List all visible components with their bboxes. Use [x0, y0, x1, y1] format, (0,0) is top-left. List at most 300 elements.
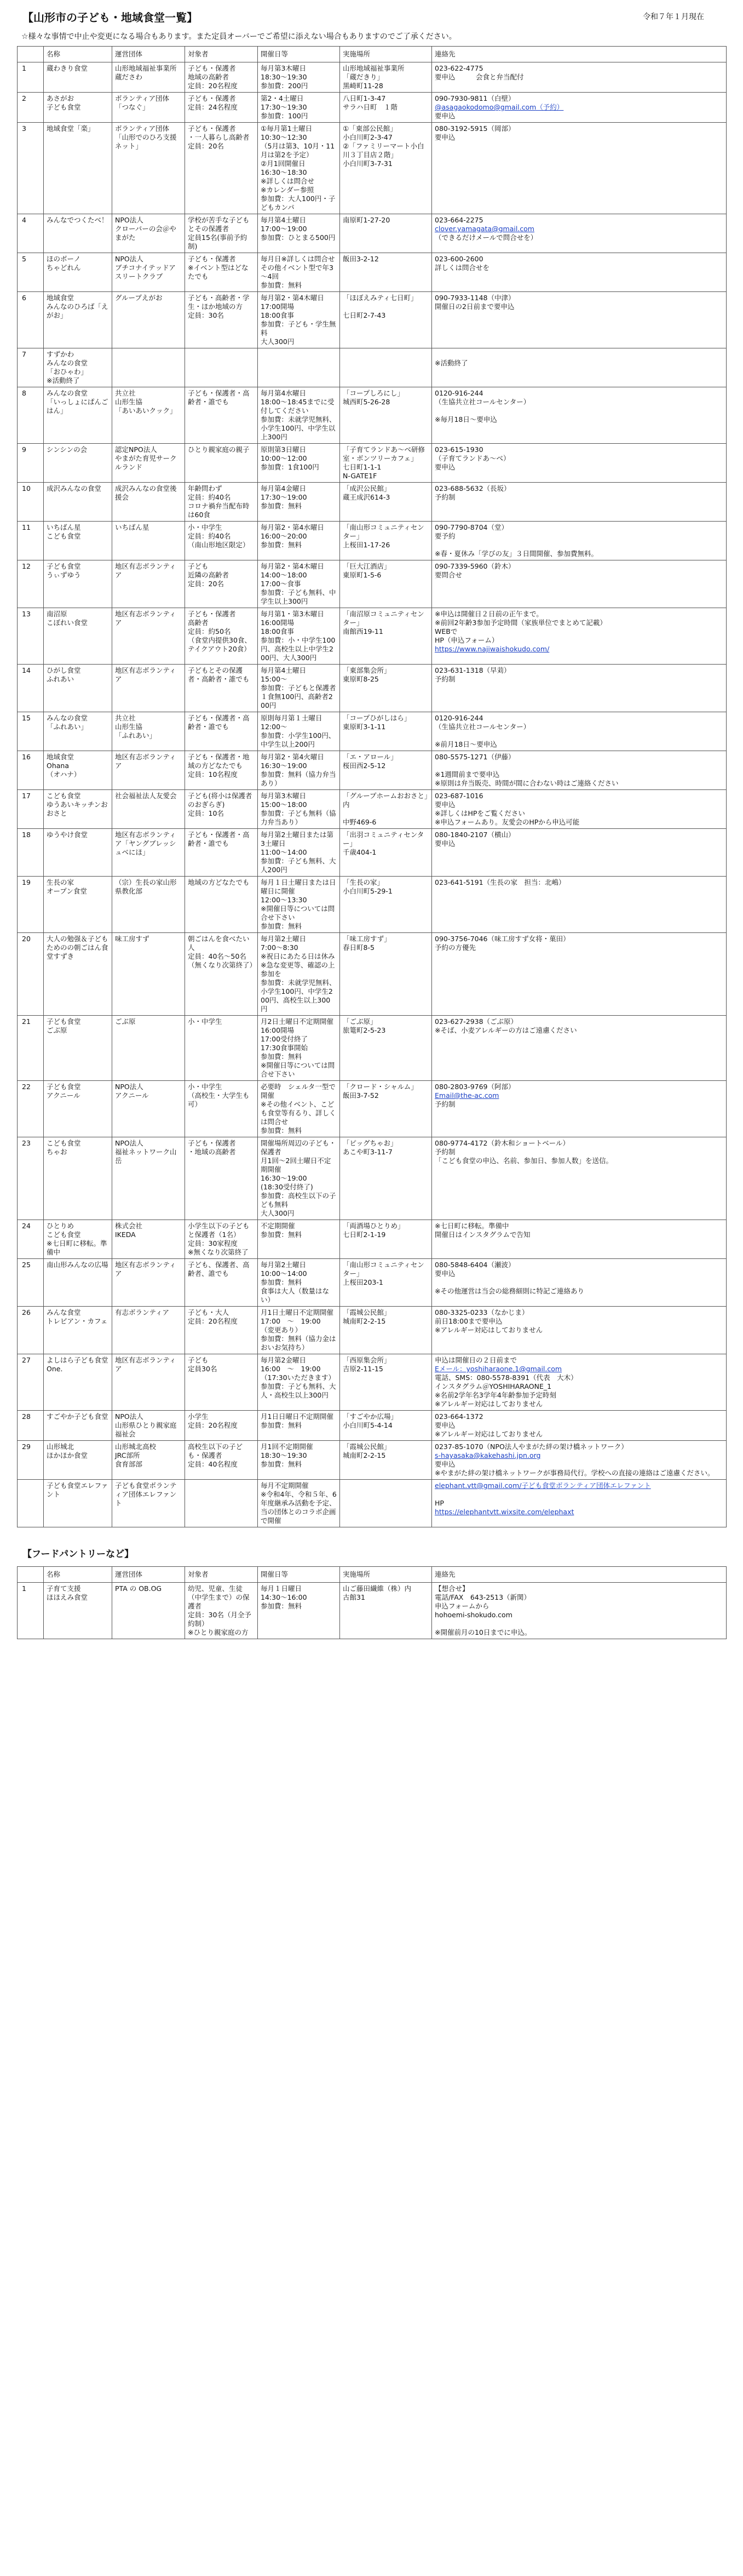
cell-line: 子ども食堂ボランティア団体エレファント	[115, 1481, 177, 1507]
cell-line: 上桜田1-17-26	[343, 541, 390, 549]
cell-line: 大人300円	[261, 337, 295, 346]
row-number: 22	[18, 1081, 44, 1137]
cell-line: 定員：10名程度	[188, 770, 238, 778]
cell-line: 有志ボランティア	[115, 1308, 170, 1316]
cell-line: 予約制	[435, 1148, 456, 1156]
header-location: 実施場所	[340, 1567, 432, 1583]
cell-line: ※毎月18日～要申込	[435, 415, 497, 423]
cell-line: ※活動終了	[435, 359, 468, 367]
cell-line: 「子育てランドあ～べ研修室・ボンツリーカフェ」	[343, 445, 425, 462]
table-row	[18, 1441, 727, 1480]
cell-line: 参加費：100円	[261, 112, 308, 120]
cell-line: こども食堂	[47, 1230, 81, 1239]
cell-line: 「霞城公民館」	[343, 1308, 391, 1316]
cell-line: 毎月第4土曜日	[261, 216, 306, 224]
cell-schedule	[258, 1220, 340, 1259]
cell-line: 「西原集会所」	[343, 1356, 391, 1364]
cell-target	[185, 1583, 258, 1639]
cell-line: 小白川町3-7-31	[343, 159, 393, 168]
cell-line: うぃずゆう	[47, 571, 81, 579]
cell-schedule	[258, 348, 340, 387]
table-row	[18, 877, 727, 933]
cell-name	[44, 348, 112, 387]
cell-line	[343, 809, 429, 818]
cell-line: 子ども・保護者	[188, 1139, 236, 1147]
cell-line: ※前月18日～要申込	[435, 740, 497, 748]
cell-contact	[432, 1411, 727, 1441]
cell-name	[44, 1307, 112, 1354]
row-number: 16	[18, 751, 44, 790]
cell-place	[340, 1137, 432, 1220]
cell-contact	[432, 790, 727, 829]
cell-line: 毎月第2土曜日または第3土曜日	[261, 831, 333, 848]
cell-line: 月1日土曜日不定期開催	[261, 1308, 333, 1316]
cell-contact	[432, 1583, 727, 1639]
cell-line: 要申込	[435, 112, 456, 120]
cell-line: 16:30～19:00	[261, 762, 307, 770]
cell-name	[44, 1583, 112, 1639]
cell-org	[112, 253, 185, 292]
cell-contact	[432, 348, 727, 387]
cell-line: 子ども、保護者、高齢者、誰でも	[188, 1261, 250, 1278]
cell-line: こぼれい食堂	[47, 619, 88, 627]
cell-line: 定員：20名程度	[188, 82, 238, 90]
cell-line: 毎月第2金曜日	[261, 1356, 306, 1364]
cell-line: 17:00 ～ 19:00	[261, 1317, 321, 1325]
cell-line: いちばん星	[115, 523, 149, 531]
cell-org	[112, 933, 185, 1016]
cell-org	[112, 123, 185, 214]
cell-schedule	[258, 712, 340, 751]
cell-line: ※七日町に移転。準備中	[47, 1239, 107, 1256]
header-location: 実施場所	[340, 47, 432, 62]
cell-line: インスタグラム＠YOSHIHARAONE_1	[435, 1382, 552, 1390]
cell-line	[435, 407, 723, 415]
cell-target	[185, 253, 258, 292]
cell-line: 定員：40名～50名（無くなり次第終了）	[188, 952, 257, 969]
cell-name	[44, 1081, 112, 1137]
cell-schedule	[258, 292, 340, 348]
cell-line: 地域食堂	[47, 294, 74, 302]
table-row	[18, 214, 727, 253]
cell-line: （子育てランドあ～べ）	[435, 454, 510, 462]
cell-line: 山形城北	[47, 1442, 74, 1451]
cell-schedule	[258, 560, 340, 608]
cell-line: 0120-916-244	[435, 714, 483, 722]
cell-target	[185, 933, 258, 1016]
cell-line: 子ども・大人	[188, 1308, 229, 1316]
table-row	[18, 1354, 727, 1411]
cell-line: 「ふれあい」	[47, 723, 88, 731]
cell-line: 023-687-1016	[435, 792, 483, 800]
cell-line: オープン食堂	[47, 887, 87, 895]
cell-line: やまがた育児サークルランド	[115, 454, 177, 471]
row-number: 2	[18, 93, 44, 123]
cell-target	[185, 348, 258, 387]
table-row	[18, 253, 727, 292]
cell-line: 南沼原	[47, 610, 67, 618]
cell-line: 予約制	[435, 675, 456, 683]
cell-schedule	[258, 1583, 340, 1639]
cell-contact	[432, 62, 727, 93]
cell-target	[185, 877, 258, 933]
row-number: 26	[18, 1307, 44, 1354]
cell-line: みんな食堂	[47, 1308, 81, 1316]
contact-link[interactable]: s-hayasaka@kakehashi.jpn.org	[435, 1451, 541, 1459]
cell-name	[44, 444, 112, 483]
cell-name	[44, 214, 112, 253]
cell-line: 0237-85-1070（NPO法人やまがた絆の架け橋ネットワーク）	[435, 1442, 628, 1451]
table-row	[18, 665, 727, 712]
cell-line: 地区有志ボランティア	[115, 666, 176, 683]
pantry-section-title: 【フードパントリーなど】	[22, 1549, 134, 1560]
cell-contact	[432, 1354, 727, 1411]
cell-org	[112, 829, 185, 877]
cell-line: 定員：30家程度	[188, 1239, 238, 1247]
cell-org	[112, 1583, 185, 1639]
cell-line: 参加費：無料	[261, 1460, 302, 1468]
cell-line: 飯田3-7-52	[343, 1091, 379, 1100]
cell-line: ひとり親家庭の親子	[188, 445, 250, 454]
cell-line: PTA の OB.OG	[115, 1584, 162, 1593]
cell-line: 16:30～18:30	[261, 168, 307, 176]
cell-line: 子ども・保護者	[188, 124, 236, 133]
cell-line: 参加費：子ども無料、大人200円	[261, 857, 336, 874]
cell-line: 090-7790-8704（堂）	[435, 523, 509, 531]
cell-line	[188, 1481, 255, 1490]
cell-name	[44, 1259, 112, 1307]
cell-schedule	[258, 1441, 340, 1480]
cell-line	[188, 350, 255, 359]
cell-line: 090-7339-5960（鈴木）	[435, 562, 515, 570]
cell-line: 要申込	[435, 800, 456, 809]
cell-line: 定員：約40名	[188, 493, 231, 501]
cell-target	[185, 1137, 258, 1220]
cell-line: 子ども食堂	[47, 1083, 81, 1091]
row-number: 18	[18, 829, 44, 877]
cell-line: 参加費：高校生以下の子ども無料	[261, 1192, 336, 1209]
cell-line: 地域の方どなたでも	[188, 878, 250, 886]
cell-line: 毎月第3木曜日	[261, 792, 306, 800]
cell-line: 七日町2-7-43	[343, 311, 386, 319]
row-number: 7	[18, 348, 44, 387]
table-row	[18, 933, 727, 1016]
cell-name	[44, 292, 112, 348]
cell-line: 「つなぐ」	[115, 103, 149, 111]
cell-line: ごぶ原	[47, 1026, 67, 1034]
cell-contact	[432, 1307, 727, 1354]
cell-line: シンシンの会	[47, 445, 88, 454]
cell-line: すごやか子ども食堂	[47, 1412, 108, 1421]
cell-place	[340, 877, 432, 933]
cell-line: ごぶ原	[115, 1017, 136, 1026]
cell-line: 東原町1-5-6	[343, 571, 382, 579]
cell-line: 小白川町5-4-14	[343, 1421, 393, 1429]
cell-line: 「クロード・シャルム」	[343, 1083, 418, 1091]
cell-line: 共立社	[115, 389, 136, 397]
cell-target	[185, 829, 258, 877]
cell-line: 要申込	[435, 1460, 456, 1468]
cell-line: ※令和4年、令和５年、6年度継承み活動を予定、当の団体とのコラボ企画で開催	[261, 1490, 337, 1525]
document-title: 【山形市の子ども・地域食堂一覧】	[22, 11, 198, 24]
cell-contact	[432, 1137, 727, 1220]
cafeteria-table-body	[18, 62, 727, 1527]
cell-line: ゆうやけ食堂	[47, 831, 88, 839]
header-contact: 連絡先	[432, 1567, 727, 1583]
cell-schedule	[258, 1259, 340, 1307]
cell-line: 山形城北高校	[115, 1442, 157, 1451]
cell-org	[112, 348, 185, 387]
cell-name	[44, 253, 112, 292]
cell-line: HP（申込フォーム）	[435, 636, 499, 644]
cell-line: 城南町2-2-15	[343, 1451, 386, 1459]
cell-line: 申込は開催日の２日前まで	[435, 1356, 517, 1364]
cell-line: 年齢問わず	[188, 484, 222, 493]
cell-line: 080-5848-6404（瀬波）	[435, 1261, 515, 1269]
cell-place	[340, 665, 432, 712]
cell-org	[112, 751, 185, 790]
cell-line: 子ども・保護者	[188, 255, 236, 263]
cell-line: 16:00開場	[261, 1026, 295, 1034]
cell-place	[340, 712, 432, 751]
cell-org	[112, 1307, 185, 1354]
cell-line: 「いっしょにぱんごはん」	[47, 398, 108, 415]
contact-link[interactable]: Eメール：yoshiharaone.1@gmail.com	[435, 1365, 562, 1373]
cell-line: ※アレルギー対応はしておりません	[435, 1430, 543, 1438]
table-row	[18, 829, 727, 877]
cell-line: 桜田西2-5-12	[343, 762, 386, 770]
contact-link[interactable]: elephant.vtt@gmail.com/子ども食堂ボランティア団体エレファント	[435, 1481, 651, 1490]
cell-line: NPO法人	[115, 255, 143, 263]
cell-target	[185, 292, 258, 348]
contact-link[interactable]: https://elephantvtt.wixsite.com/elephaxt	[435, 1508, 574, 1516]
cell-line: NPO法人	[115, 1139, 143, 1147]
cell-line: 定員：20名	[188, 142, 224, 150]
cell-line: 参加費：無料	[261, 1052, 302, 1061]
cell-place	[340, 522, 432, 560]
cell-line: 17:00受付終了	[261, 1035, 308, 1043]
cell-contact	[432, 292, 727, 348]
cell-line: ①毎月第1土曜日	[261, 124, 313, 133]
cell-line: あこや町3-11-7	[343, 1148, 393, 1156]
cell-line: 小・中学生	[188, 1017, 222, 1026]
cell-line: 023-627-2938（ごぶ原）	[435, 1017, 518, 1026]
header-organization: 運営団体	[112, 1567, 185, 1583]
cell-line: 7:00～8:30	[261, 943, 298, 952]
cell-target	[185, 387, 258, 444]
contact-link[interactable]: https://www.najiwaishokudo.com/	[435, 645, 550, 653]
row-number: 10	[18, 483, 44, 522]
row-number: 15	[18, 712, 44, 751]
row-number: 4	[18, 214, 44, 253]
cell-line: 地区有志ボランティア	[115, 610, 176, 627]
table-header-row	[18, 47, 727, 62]
cell-org	[112, 1354, 185, 1411]
cell-contact	[432, 560, 727, 608]
cell-line: 毎月第2土曜日	[261, 935, 306, 943]
cell-line: 高齢者	[188, 619, 209, 627]
cell-line: 定員：20名程度	[188, 1421, 238, 1429]
row-number: 1	[18, 62, 44, 93]
cell-line: 080-2803-9769（阿部）	[435, 1083, 515, 1091]
cell-line: 「こども食堂の申込、名前、参加日、参加人数」を送信。	[435, 1157, 613, 1165]
cell-line: 16:30～19:00	[261, 1174, 307, 1182]
cell-name	[44, 93, 112, 123]
cell-org	[112, 665, 185, 712]
cell-line: Ohana	[47, 762, 70, 770]
cell-line: 旅篭町2-5-23	[343, 1026, 386, 1034]
cell-line: 小・中学生	[188, 523, 222, 531]
cell-line: いちばん星	[47, 523, 81, 531]
cell-line: ・地域の高齢者	[188, 1148, 236, 1156]
cell-line: 参加費：未就学児無料、小学生100円、中学生以上300円	[261, 415, 336, 441]
cell-contact	[432, 93, 727, 123]
cell-line: 16:00開場	[261, 619, 295, 627]
cell-contact	[432, 387, 727, 444]
cell-line: コロナ禍弁当配布時は60食	[188, 502, 250, 519]
cell-line: 毎月第1・第3木曜日	[261, 610, 324, 618]
cell-line: あさがお	[47, 94, 74, 102]
cell-line: 参加費：子ども無料、大人・高校生以上300円	[261, 1382, 336, 1399]
cell-place	[340, 93, 432, 123]
cell-line: 原則第3日曜日	[261, 445, 306, 454]
cell-line: 「ピッグちゃお」	[343, 1139, 398, 1147]
cell-org	[112, 292, 185, 348]
cell-line: 要問合せ	[435, 571, 463, 579]
cell-schedule	[258, 790, 340, 829]
cell-line: 月1回不定期開催	[261, 1442, 313, 1451]
cell-line: 予約制	[435, 493, 456, 501]
cell-line: 「南山形コミュニティセンター」	[343, 1261, 424, 1278]
cell-line: 090-7930-9811（白壁）	[435, 94, 515, 102]
cell-line: ※そば、小麦アレルギーの方はご遠慮ください	[435, 1026, 577, 1034]
cell-line: 18:00食事	[261, 627, 295, 636]
contact-link[interactable]: clover.yamagata@gmail.com	[435, 225, 534, 233]
cell-line: 東原町3-1-11	[343, 723, 386, 731]
cell-line: ※アレルギー対応はしておりません	[435, 1400, 543, 1408]
cell-line: 定員：20名	[188, 580, 224, 588]
row-number: 29	[18, 1441, 44, 1480]
table-row	[18, 93, 727, 123]
contact-link[interactable]: @asagaokodomo@gmail.com（予約）	[435, 103, 564, 111]
cell-contact	[432, 1259, 727, 1307]
cell-line: 南山形みんなの広場	[47, 1261, 108, 1269]
cell-line	[343, 350, 429, 359]
cell-line: 参加費：無料（協力金はおいお気持ち）	[261, 1335, 336, 1352]
row-number: 21	[18, 1016, 44, 1081]
cell-line: IKEDA	[115, 1230, 136, 1239]
table-row	[18, 348, 727, 387]
table-row	[18, 292, 727, 348]
cell-line: （変更あり）	[261, 1326, 302, 1334]
cell-line: hohoemi-shokudo.com	[435, 1611, 512, 1619]
cell-contact	[432, 877, 727, 933]
cell-line: ※開催日等については問合せ下さい	[261, 1061, 335, 1078]
cell-line: 参加費：子どもと保護者１食無100円、高齢者200円	[261, 684, 336, 709]
cell-line: 毎月第2土曜日	[261, 1261, 306, 1269]
cell-line: こども食堂	[47, 792, 81, 800]
cell-line: 東原町8-25	[343, 675, 379, 683]
cell-line: （高校生・大学生も可）	[188, 1091, 250, 1108]
cell-line: ※イベント型はどなたでも	[188, 264, 249, 281]
cell-line: 子ども・保護者	[188, 64, 236, 72]
cell-line: ※前回2年齢3参加予定時間（家族単位でまとめて記載）	[435, 619, 607, 627]
cell-name	[44, 665, 112, 712]
cell-line: （南山形地区限定）	[188, 541, 250, 549]
table-row	[18, 712, 727, 751]
row-number: 25	[18, 1259, 44, 1307]
cell-line: 味工房すず	[115, 935, 149, 943]
cell-line: （生協共立社コールセンター）	[435, 398, 531, 406]
cell-line: 子育て支援	[47, 1584, 81, 1593]
cell-line: 「すごやか広場」	[343, 1412, 398, 1421]
cell-line: 「東部集会所」	[343, 666, 391, 674]
cell-name	[44, 1016, 112, 1081]
cell-schedule	[258, 214, 340, 253]
cell-line: 地区有志ボランティア	[115, 1261, 176, 1278]
cell-line: 申込フォームから	[435, 1602, 489, 1610]
cell-line: ※その他運営は当会の総務細則に特記ご連絡あり	[435, 1287, 584, 1295]
cell-org	[112, 93, 185, 123]
header-number	[18, 47, 44, 62]
cell-line: 山形生協	[115, 723, 143, 731]
cell-target	[185, 214, 258, 253]
cell-contact	[432, 608, 727, 665]
row-number: 14	[18, 665, 44, 712]
cell-line: 080-3325-0233（なかじま）	[435, 1308, 529, 1316]
cell-org	[112, 214, 185, 253]
cell-line: クローバーの会＠やまがた	[115, 225, 176, 242]
cell-place	[340, 1307, 432, 1354]
cell-name	[44, 751, 112, 790]
cell-line: ふれあい	[47, 675, 74, 683]
cell-place	[340, 292, 432, 348]
cell-line: 原則毎月第１土曜日	[261, 714, 322, 722]
cell-line: 子ども・保護者・高齢者・誰でも	[188, 389, 250, 406]
cell-target	[185, 790, 258, 829]
cell-line: 毎月第2・第4火曜日	[261, 753, 324, 761]
cell-name	[44, 1411, 112, 1441]
cell-line: みんなの食堂	[47, 359, 88, 367]
cell-line: 小・中学生	[188, 1083, 222, 1091]
cell-line: ②「ファミリーマート小白川３丁目店２階」	[343, 142, 424, 159]
cell-line: 八日町1-3-47	[343, 94, 386, 102]
cell-schedule	[258, 829, 340, 877]
cell-place	[340, 1220, 432, 1259]
cell-place	[340, 1411, 432, 1441]
cell-target	[185, 1259, 258, 1307]
table-row	[18, 1583, 727, 1639]
cell-line: JRC部所	[115, 1451, 140, 1459]
cell-line: 子ども	[188, 1356, 209, 1364]
cell-contact	[432, 1480, 727, 1527]
cell-line: 千歳404-1	[343, 848, 377, 856]
cell-line: 「おひゃわ」	[47, 368, 88, 376]
row-number: 28	[18, 1411, 44, 1441]
cell-line: 学校が苦手な子どもとその保護者	[188, 216, 250, 233]
cell-line: 参加費：1食100円	[261, 463, 319, 471]
cell-name	[44, 1137, 112, 1220]
cell-line: 食事は大人（数量はない）	[261, 1287, 330, 1304]
cell-line: ボランティア団体	[115, 124, 170, 133]
row-number: 6	[18, 292, 44, 348]
cell-contact	[432, 444, 727, 483]
cell-line: 定員：40名程度	[188, 1460, 238, 1468]
row-number: 1	[18, 1583, 44, 1639]
cell-line: 飯田3-2-12	[343, 255, 379, 263]
cell-line: 「南山形コミュニティセンター」	[343, 523, 424, 540]
contact-link[interactable]: Email@the-ac.com	[435, 1091, 499, 1100]
